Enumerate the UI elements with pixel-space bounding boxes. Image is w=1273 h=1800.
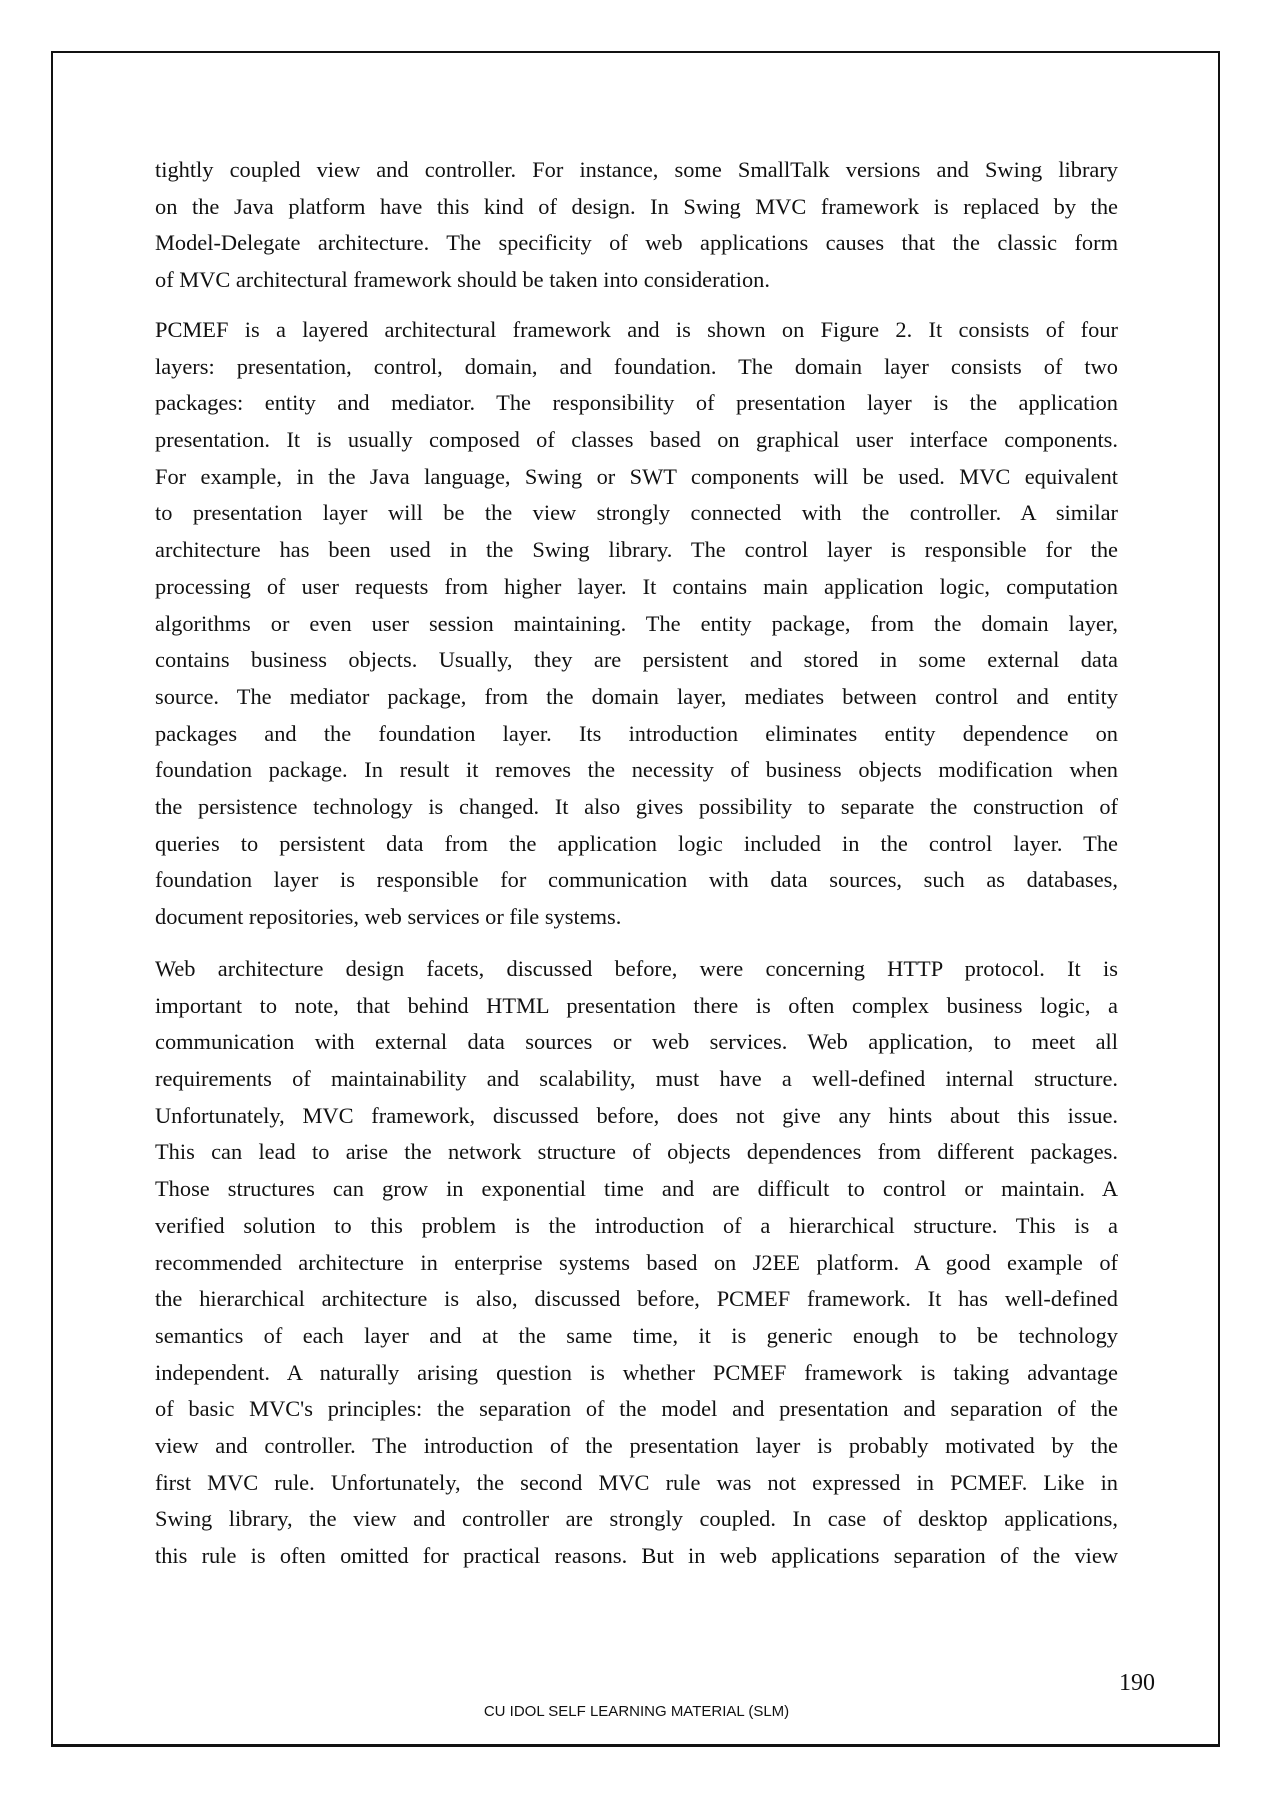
text-line: packages: entity and mediator. The responsibility of presentation layer is the application bbox=[155, 390, 1118, 416]
paragraph-2 bbox=[155, 312, 1118, 936]
text-line: architecture has been used in the Swing library. The control layer is responsible for the bbox=[155, 537, 1118, 563]
text-line: processing of user requests from higher layer. It contains main application logic, computation bbox=[155, 573, 1118, 599]
text-line: of MVC architectural framework should be taken into consideration. bbox=[155, 267, 770, 293]
text-line: semantics of each layer and at the same time, it is generic enough to be technology bbox=[155, 1322, 1118, 1348]
text-line: communication with external data sources or web services. Web application, to meet all bbox=[155, 1029, 1118, 1055]
text-line: tightly coupled view and controller. For instance, some SmallTalk versions and Swing library bbox=[155, 157, 1118, 182]
text-line: For example, in the Java language, Swing or SWT components will be used. MVC equivalent bbox=[155, 463, 1118, 489]
text-line: document repositories, web services or file systems. bbox=[155, 904, 622, 929]
text-line: PCMEF is a layered architectural framework and is shown on Figure 2. It consists of four bbox=[155, 317, 1118, 342]
text-line: layers: presentation, control, domain, and foundation. The domain layer consists of two bbox=[155, 353, 1118, 379]
text-line: Model-Delegate architecture. The specificity of web applications causes that the classic form bbox=[155, 230, 1118, 256]
text-line: verified solution to this problem is the introduction of a hierarchical structure. This is a bbox=[155, 1212, 1118, 1238]
text-line: to presentation layer will be the view strongly connected with the controller. A similar bbox=[155, 500, 1118, 526]
paragraph-1 bbox=[155, 152, 1118, 299]
text-line: this rule is often omitted for practical reasons. But in web applications separation of the view bbox=[155, 1543, 1118, 1568]
text-line: of basic MVC's principles: the separation of the model and presentation and separation of the bbox=[155, 1396, 1118, 1422]
text-line: source. The mediator package, from the domain layer, mediates between control and entity bbox=[155, 683, 1118, 709]
text-line: queries to persistent data from the application logic included in the control layer. The bbox=[155, 830, 1118, 856]
text-line: the persistence technology is changed. It also gives possibility to separate the construction of bbox=[155, 793, 1118, 819]
text-line: important to note, that behind HTML presentation there is often complex business logic, a bbox=[155, 992, 1118, 1018]
text-line: Web architecture design facets, discussed before, were concerning HTTP protocol. It is bbox=[155, 956, 1118, 981]
text-line: on the Java platform have this kind of design. In Swing MVC framework is replaced by the bbox=[155, 193, 1118, 219]
text-line: first MVC rule. Unfortunately, the second MVC rule was not expressed in PCMEF. Like in bbox=[155, 1469, 1118, 1495]
text-line: independent. A naturally arising question is whether PCMEF framework is taking advantage bbox=[155, 1359, 1118, 1385]
text-line: foundation package. In result it removes the necessity of business objects modification when bbox=[155, 757, 1118, 783]
text-line: algorithms or even user session maintaining. The entity package, from the domain layer, bbox=[155, 610, 1118, 636]
text-line: Swing library, the view and controller are strongly coupled. In case of desktop applications, bbox=[155, 1506, 1118, 1532]
footer-text: CU IDOL SELF LEARNING MATERIAL (SLM) bbox=[483, 1703, 790, 1720]
text-line: requirements of maintainability and scalability, must have a well-defined internal structure. bbox=[155, 1066, 1118, 1092]
text-line: foundation layer is responsible for communication with data sources, such as databases, bbox=[155, 867, 1118, 893]
text-line: This can lead to arise the network structure of objects dependences from different packages. bbox=[155, 1139, 1118, 1165]
text-line: packages and the foundation layer. Its introduction eliminates entity dependence on bbox=[155, 720, 1118, 746]
text-line: Those structures can grow in exponential time and are difficult to control or maintain. A bbox=[155, 1176, 1118, 1202]
page-number: 190 bbox=[1119, 1670, 1155, 1696]
text-line: view and controller. The introduction of the presentation layer is probably motivated by the bbox=[155, 1432, 1118, 1458]
text-line: the hierarchical architecture is also, discussed before, PCMEF framework. It has well-defined bbox=[155, 1286, 1118, 1312]
text-line: recommended architecture in enterprise systems based on J2EE platform. A good example of bbox=[155, 1249, 1118, 1275]
text-line: presentation. It is usually composed of classes based on graphical user interface components. bbox=[155, 427, 1118, 453]
paragraph-3 bbox=[155, 951, 1118, 1575]
text-line: contains business objects. Usually, they are persistent and stored in some external data bbox=[155, 647, 1118, 673]
text-line: Unfortunately, MVC framework, discussed before, does not give any hints about this issue. bbox=[155, 1102, 1118, 1128]
